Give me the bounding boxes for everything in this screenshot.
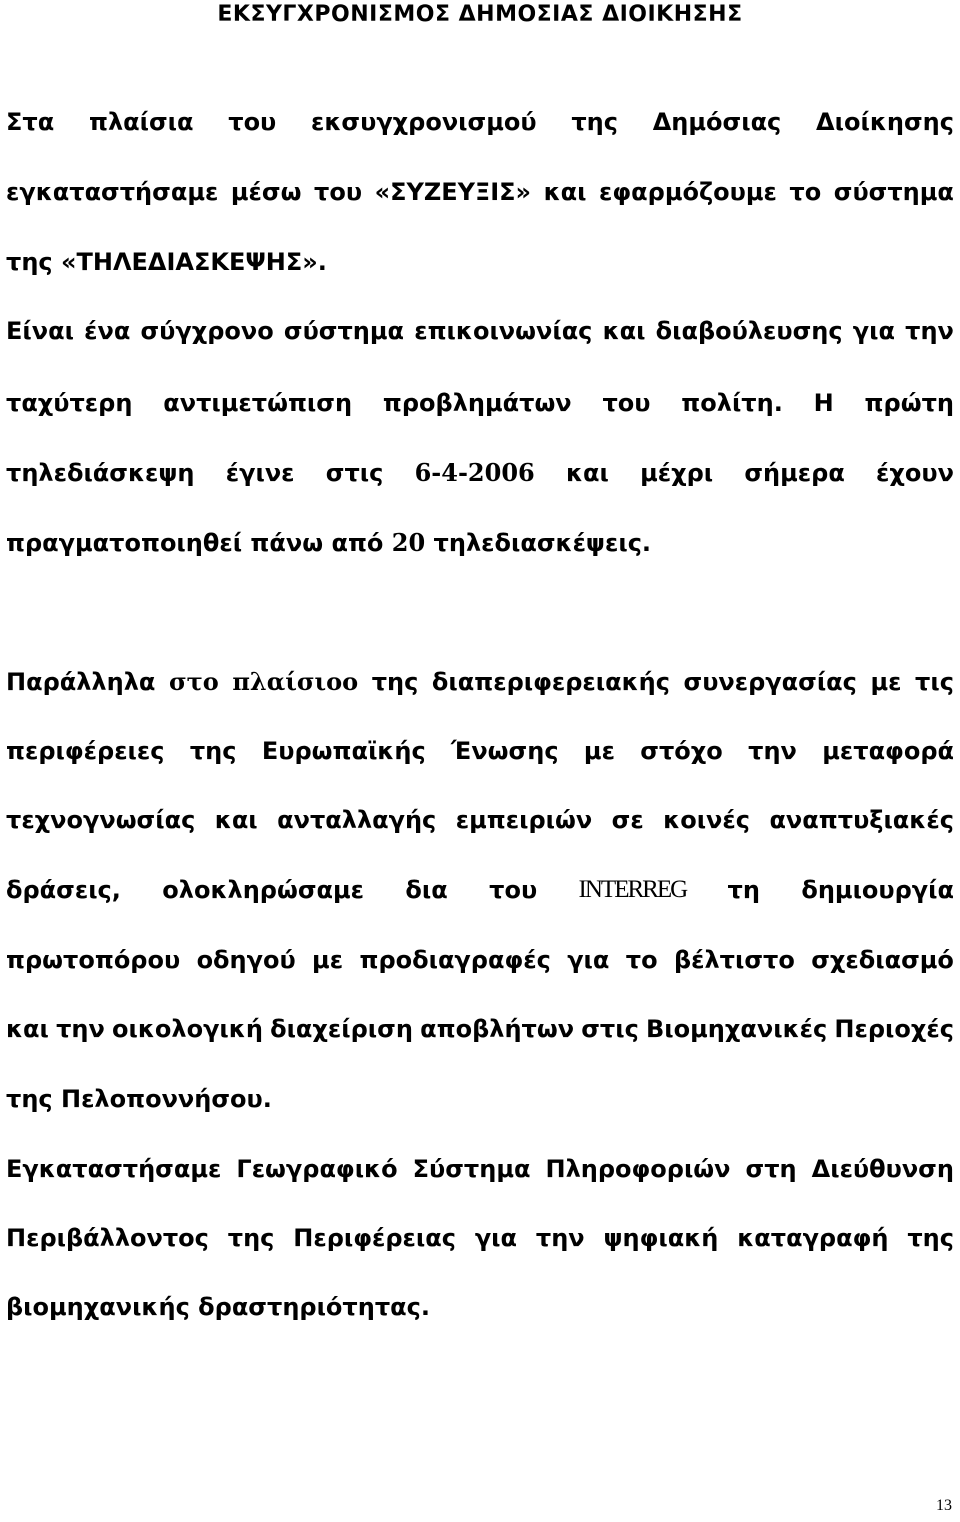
word: διαβούλευσης <box>655 317 843 345</box>
word: Στα <box>6 108 55 136</box>
word: και <box>214 806 258 834</box>
word: σε <box>611 806 644 834</box>
word: δράσεις, <box>6 876 121 904</box>
word: της <box>189 737 237 765</box>
word: και <box>6 1015 49 1043</box>
word: δια <box>405 876 448 904</box>
word: Εγκαταστήσαμε <box>6 1155 222 1183</box>
word: πολίτη. <box>681 389 783 417</box>
word: Βιομηχανικές <box>646 1015 828 1043</box>
word: προβλημάτων <box>382 389 572 417</box>
text-line: της Πελοποννήσου. <box>6 1085 272 1113</box>
word: στόχο <box>640 737 723 765</box>
word: σήμερα <box>744 459 845 487</box>
word: έχουν <box>876 459 954 487</box>
word: τεχνογνωσίας <box>6 806 196 834</box>
word: πρωτοπόρου <box>6 946 181 974</box>
word: τηλεδιάσκεψη <box>6 459 195 487</box>
word: διαπεριφερειακής <box>431 668 670 696</box>
word: πλαίσια <box>88 108 194 136</box>
word: Ευρωπαϊκής <box>261 737 426 765</box>
word: πλαίσιοο <box>232 667 359 696</box>
word: του <box>602 389 651 417</box>
word: εμπειριών <box>455 806 593 834</box>
text-segment: πραγματοποιηθεί πάνω από <box>6 529 392 557</box>
page-number: 13 <box>936 1497 952 1514</box>
word: αναπτυξιακές <box>769 806 954 834</box>
word: ένα <box>84 317 131 345</box>
word: Είναι <box>6 317 74 345</box>
word: ψηφιακή <box>603 1224 719 1252</box>
word: μέχρι <box>640 459 714 487</box>
word: οικολογική <box>112 1015 263 1043</box>
text-line <box>6 177 954 207</box>
word: Περιοχές <box>834 1015 954 1043</box>
word: Περιφέρειας <box>293 1224 456 1252</box>
word: Γεωγραφικό <box>236 1155 398 1183</box>
word: του <box>228 108 277 136</box>
word: Πληροφοριών <box>545 1155 731 1183</box>
word: Δημόσιας <box>652 108 782 136</box>
word: του <box>314 178 363 206</box>
text-line <box>6 1154 954 1184</box>
word: διαχείριση <box>270 1015 413 1043</box>
word: βέλτιστο <box>673 946 795 974</box>
word: έγινε <box>225 459 295 487</box>
text-line <box>6 1014 954 1044</box>
word: ολοκληρώσαμε <box>162 876 365 904</box>
word: της <box>371 668 419 696</box>
word: επικοινωνίας <box>414 317 593 345</box>
word: προδιαγραφές <box>359 946 551 974</box>
word: συνεργασίας <box>683 668 857 696</box>
word: με <box>870 668 902 696</box>
word: αντιμετώπιση <box>163 389 353 417</box>
word: με <box>312 946 344 974</box>
text-line: βιομηχανικής δραστηριότητας. <box>6 1293 430 1321</box>
word: μέσω <box>230 178 302 206</box>
word: το <box>789 178 822 206</box>
word: Σύστημα <box>412 1155 531 1183</box>
number-value: 20 <box>391 528 426 557</box>
word: εγκαταστήσαμε <box>6 178 219 206</box>
word: σύστημα <box>283 317 405 345</box>
text-line <box>6 528 954 558</box>
word: με <box>583 737 615 765</box>
document-title: ΕΚΣΥΓΧΡΟΝΙΣΜΟΣ ΔΗΜΟΣΙΑΣ ΔΙΟΙΚΗΣΗΣ <box>217 2 743 27</box>
word: και <box>565 459 609 487</box>
word: σχεδιασμό <box>811 946 954 974</box>
word: και <box>602 317 646 345</box>
word: 6-4-2006 <box>414 458 535 487</box>
word: ανταλλαγής <box>277 806 437 834</box>
word: την <box>905 317 954 345</box>
word: μεταφορά <box>822 737 954 765</box>
word: την <box>535 1224 585 1252</box>
word: για <box>474 1224 518 1252</box>
text-line <box>6 1223 954 1253</box>
word: αποβλήτων <box>420 1015 575 1043</box>
word: Διοίκησης <box>816 108 954 136</box>
word: Η <box>813 389 834 417</box>
word: Ένωσης <box>451 737 559 765</box>
text-line <box>6 388 954 418</box>
word: τις <box>915 668 954 696</box>
text-line <box>6 667 954 697</box>
word: Περιβάλλοντος <box>6 1224 209 1252</box>
word: κοινές <box>663 806 750 834</box>
word: του <box>489 876 538 904</box>
text-line <box>6 736 954 766</box>
word: εφαρμόζουμε <box>599 178 777 206</box>
word: INTERREG <box>578 876 687 903</box>
text-line <box>6 945 954 975</box>
text-line <box>6 458 954 488</box>
word: περιφέρειες <box>6 737 165 765</box>
word: τη <box>727 876 760 904</box>
word: για <box>852 317 895 345</box>
word: στο <box>168 667 219 696</box>
word: οδηγού <box>196 946 296 974</box>
text-line <box>6 805 954 835</box>
text-line <box>6 316 954 346</box>
word: για <box>567 946 610 974</box>
text-line: της «ΤΗΛΕΔΙΑΣΚΕΨΗΣ». <box>6 248 327 276</box>
word: στις <box>581 1015 639 1043</box>
text-line <box>6 107 954 137</box>
word: την <box>748 737 797 765</box>
word: της <box>227 1224 275 1252</box>
word: το <box>625 946 658 974</box>
text-line <box>6 875 954 905</box>
word: της <box>907 1224 954 1252</box>
word: καταγραφή <box>737 1224 889 1252</box>
word: της <box>571 108 618 136</box>
word: Διεύθυνση <box>811 1155 954 1183</box>
text-segment: τηλεδιασκέψεις. <box>425 529 652 557</box>
word: ταχύτερη <box>6 389 133 417</box>
word: σύστημα <box>833 178 954 206</box>
word: εκσυγχρονισμού <box>311 108 537 136</box>
word: σύγχρονο <box>140 317 274 345</box>
word: «ΣΥΖΕΥΞΙΣ» <box>374 178 532 206</box>
word: πρώτη <box>864 389 954 417</box>
word: δημιουργία <box>801 876 954 904</box>
word: στις <box>325 459 384 487</box>
word: στη <box>745 1155 797 1183</box>
word: Παράλληλα <box>6 668 156 696</box>
word: την <box>56 1015 105 1043</box>
word: και <box>543 178 587 206</box>
